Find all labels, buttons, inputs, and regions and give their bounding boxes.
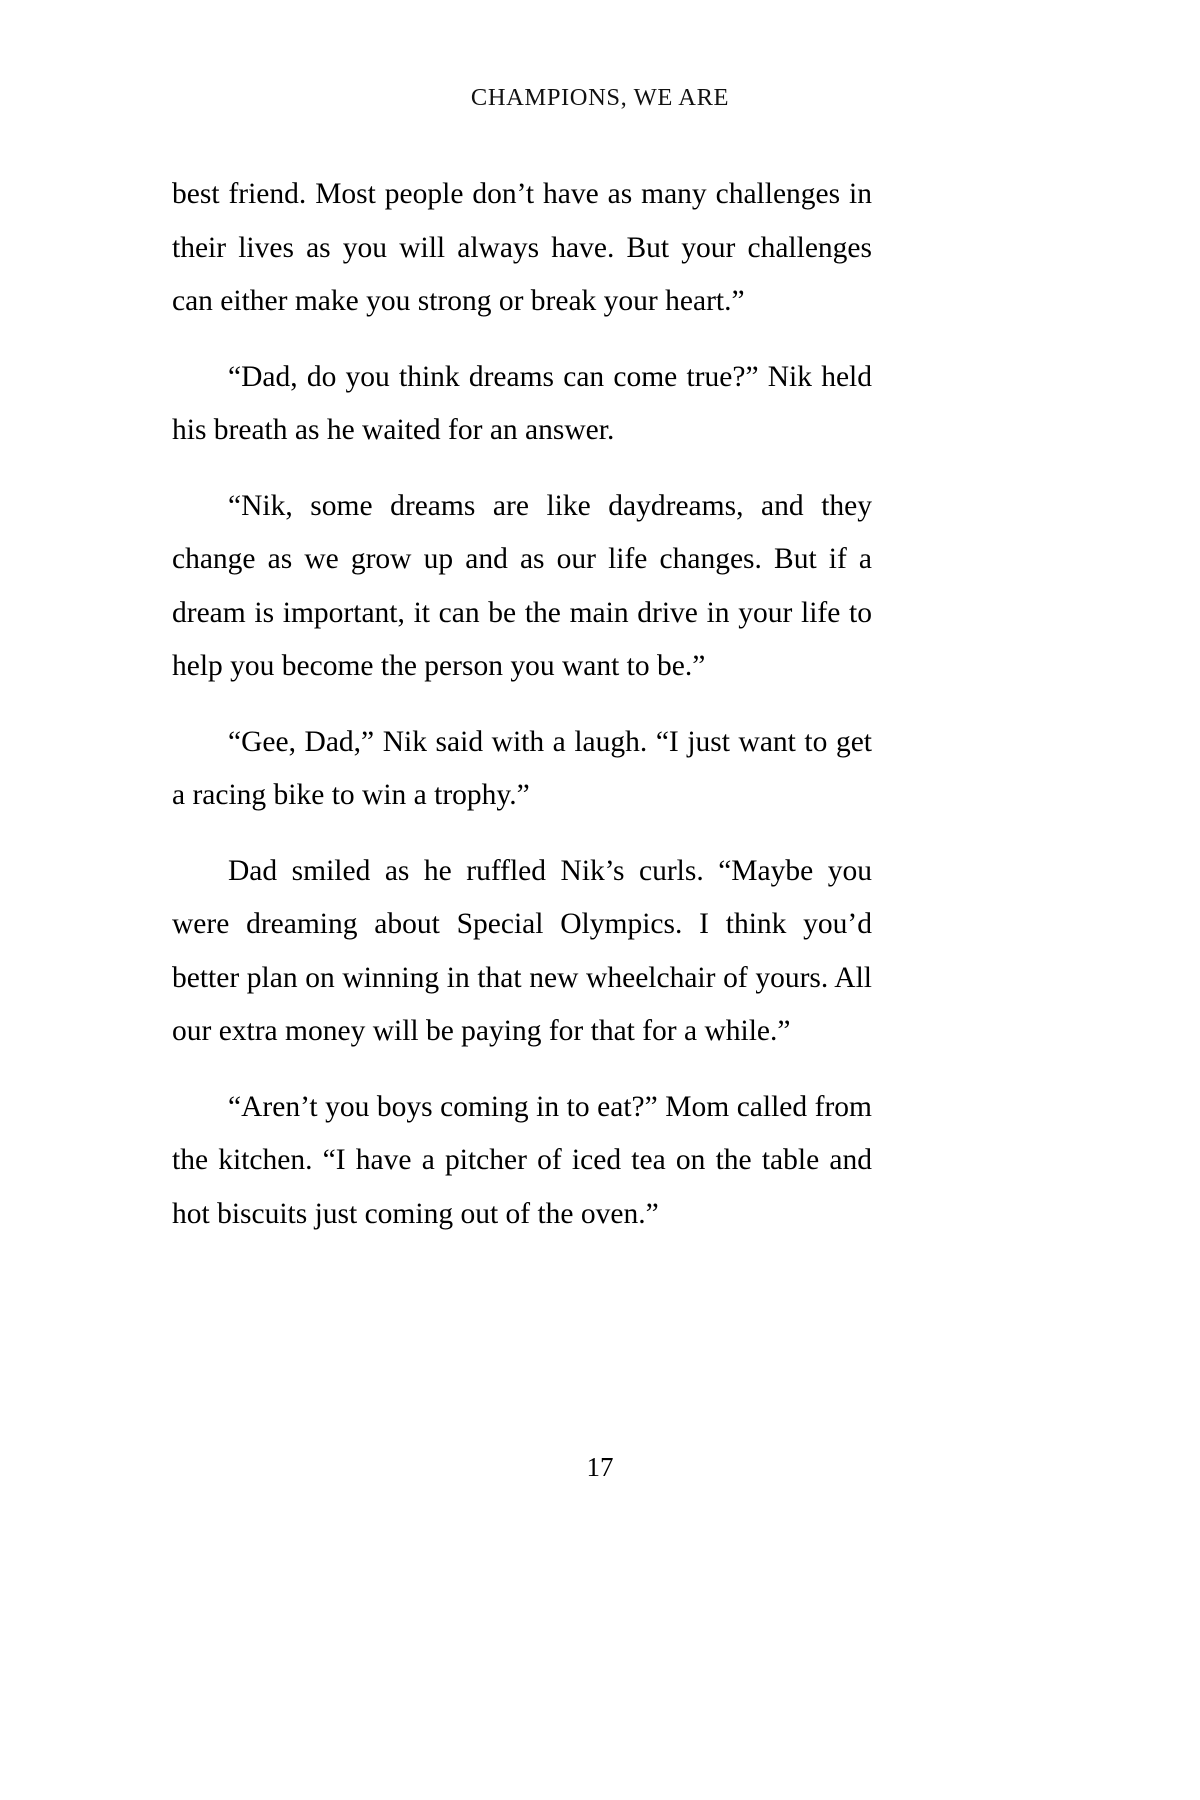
body-paragraph: “Aren’t you boys coming in to eat?” Mom called from the kitchen. “I have a pitcher of iced tea on the table and hot biscuits just coming out of the oven.” bbox=[172, 1090, 872, 1230]
body-paragraph: Dad smiled as he ruffled Nik’s curls. “Maybe you were dreaming about Special Olympics. I think you’d better plan on winning in that new wheelchair of yours. All our extra money will be paying for that for a while.” bbox=[172, 854, 872, 1047]
body-paragraph: “Nik, some dreams are like daydreams, and they change as we grow up and as our life changes. But if a dream is important, it can be the main drive in your life to help you become the person you want to be.” bbox=[172, 489, 872, 682]
running-header: CHAMPIONS, WE ARE bbox=[470, 84, 730, 111]
body-paragraph: “Dad, do you think dreams can come true?” Nik held his breath as he waited for an answer. bbox=[172, 360, 872, 446]
body-text-block bbox=[172, 168, 872, 1241]
body-paragraph: best friend. Most people don’t have as many challenges in their lives as you will always have. But your challenges can either make you strong or break your heart.” bbox=[172, 178, 872, 317]
body-paragraph: “Gee, Dad,” Nik said with a laugh. “I just want to get a racing bike to win a trophy.” bbox=[172, 725, 872, 811]
page-number: 17 bbox=[586, 1452, 614, 1482]
